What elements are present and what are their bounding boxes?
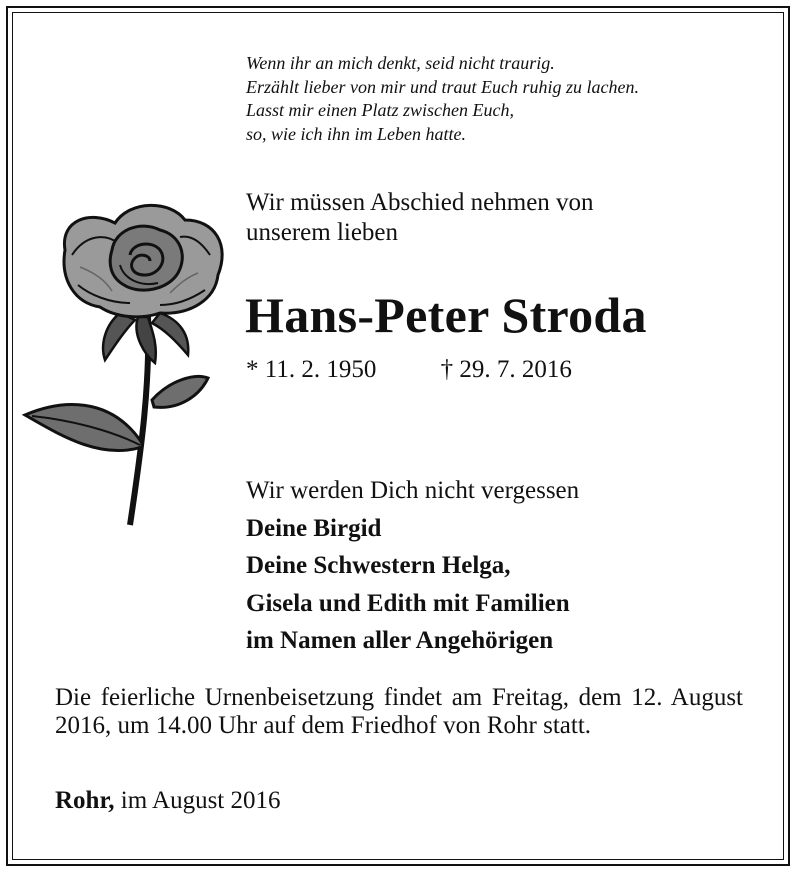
intro-text: [246, 188, 594, 248]
mourner-line: Deine Birgid: [246, 514, 382, 542]
poem-line: Wenn ihr an mich denkt, seid nicht traurig.: [246, 53, 555, 73]
poem-line: Erzählt lieber von mir und traut Euch ruhig zu lachen.: [246, 76, 639, 97]
death-date: † 29. 7. 2016: [440, 356, 572, 383]
mourner-line: Gisela und Edith mit Familien: [246, 589, 570, 617]
signature-place: Rohr,: [55, 787, 115, 814]
intro-line: Wir müssen Abschied nehmen von: [246, 189, 594, 216]
poem-line: Lasst mir einen Platz zwischen Euch,: [246, 100, 514, 120]
poem-line: so, wie ich ihn im Leben hatte.: [246, 123, 466, 144]
signature: [55, 787, 281, 815]
mourner-line: im Namen aller Angehörigen: [246, 627, 554, 654]
rose-illustration: [20, 195, 235, 530]
funeral-notice: Die feierliche Urnenbeisetzung findet am Freitag, dem 12. August 2016, um 14.00 Uhr auf dem Friedhof von Rohr statt.: [55, 684, 743, 739]
mourner-line: Deine Schwestern Helga,: [246, 552, 511, 579]
closing-block: [246, 472, 579, 660]
deceased-name: Hans-Peter Stroda: [245, 287, 647, 343]
closing-line: Wir werden Dich nicht vergessen: [246, 477, 580, 504]
poem: [246, 52, 639, 146]
birth-date: * 11. 2. 1950: [246, 356, 377, 383]
intro-line: unserem lieben: [246, 219, 399, 246]
life-dates: [246, 356, 572, 384]
signature-date: im August 2016: [120, 787, 281, 814]
